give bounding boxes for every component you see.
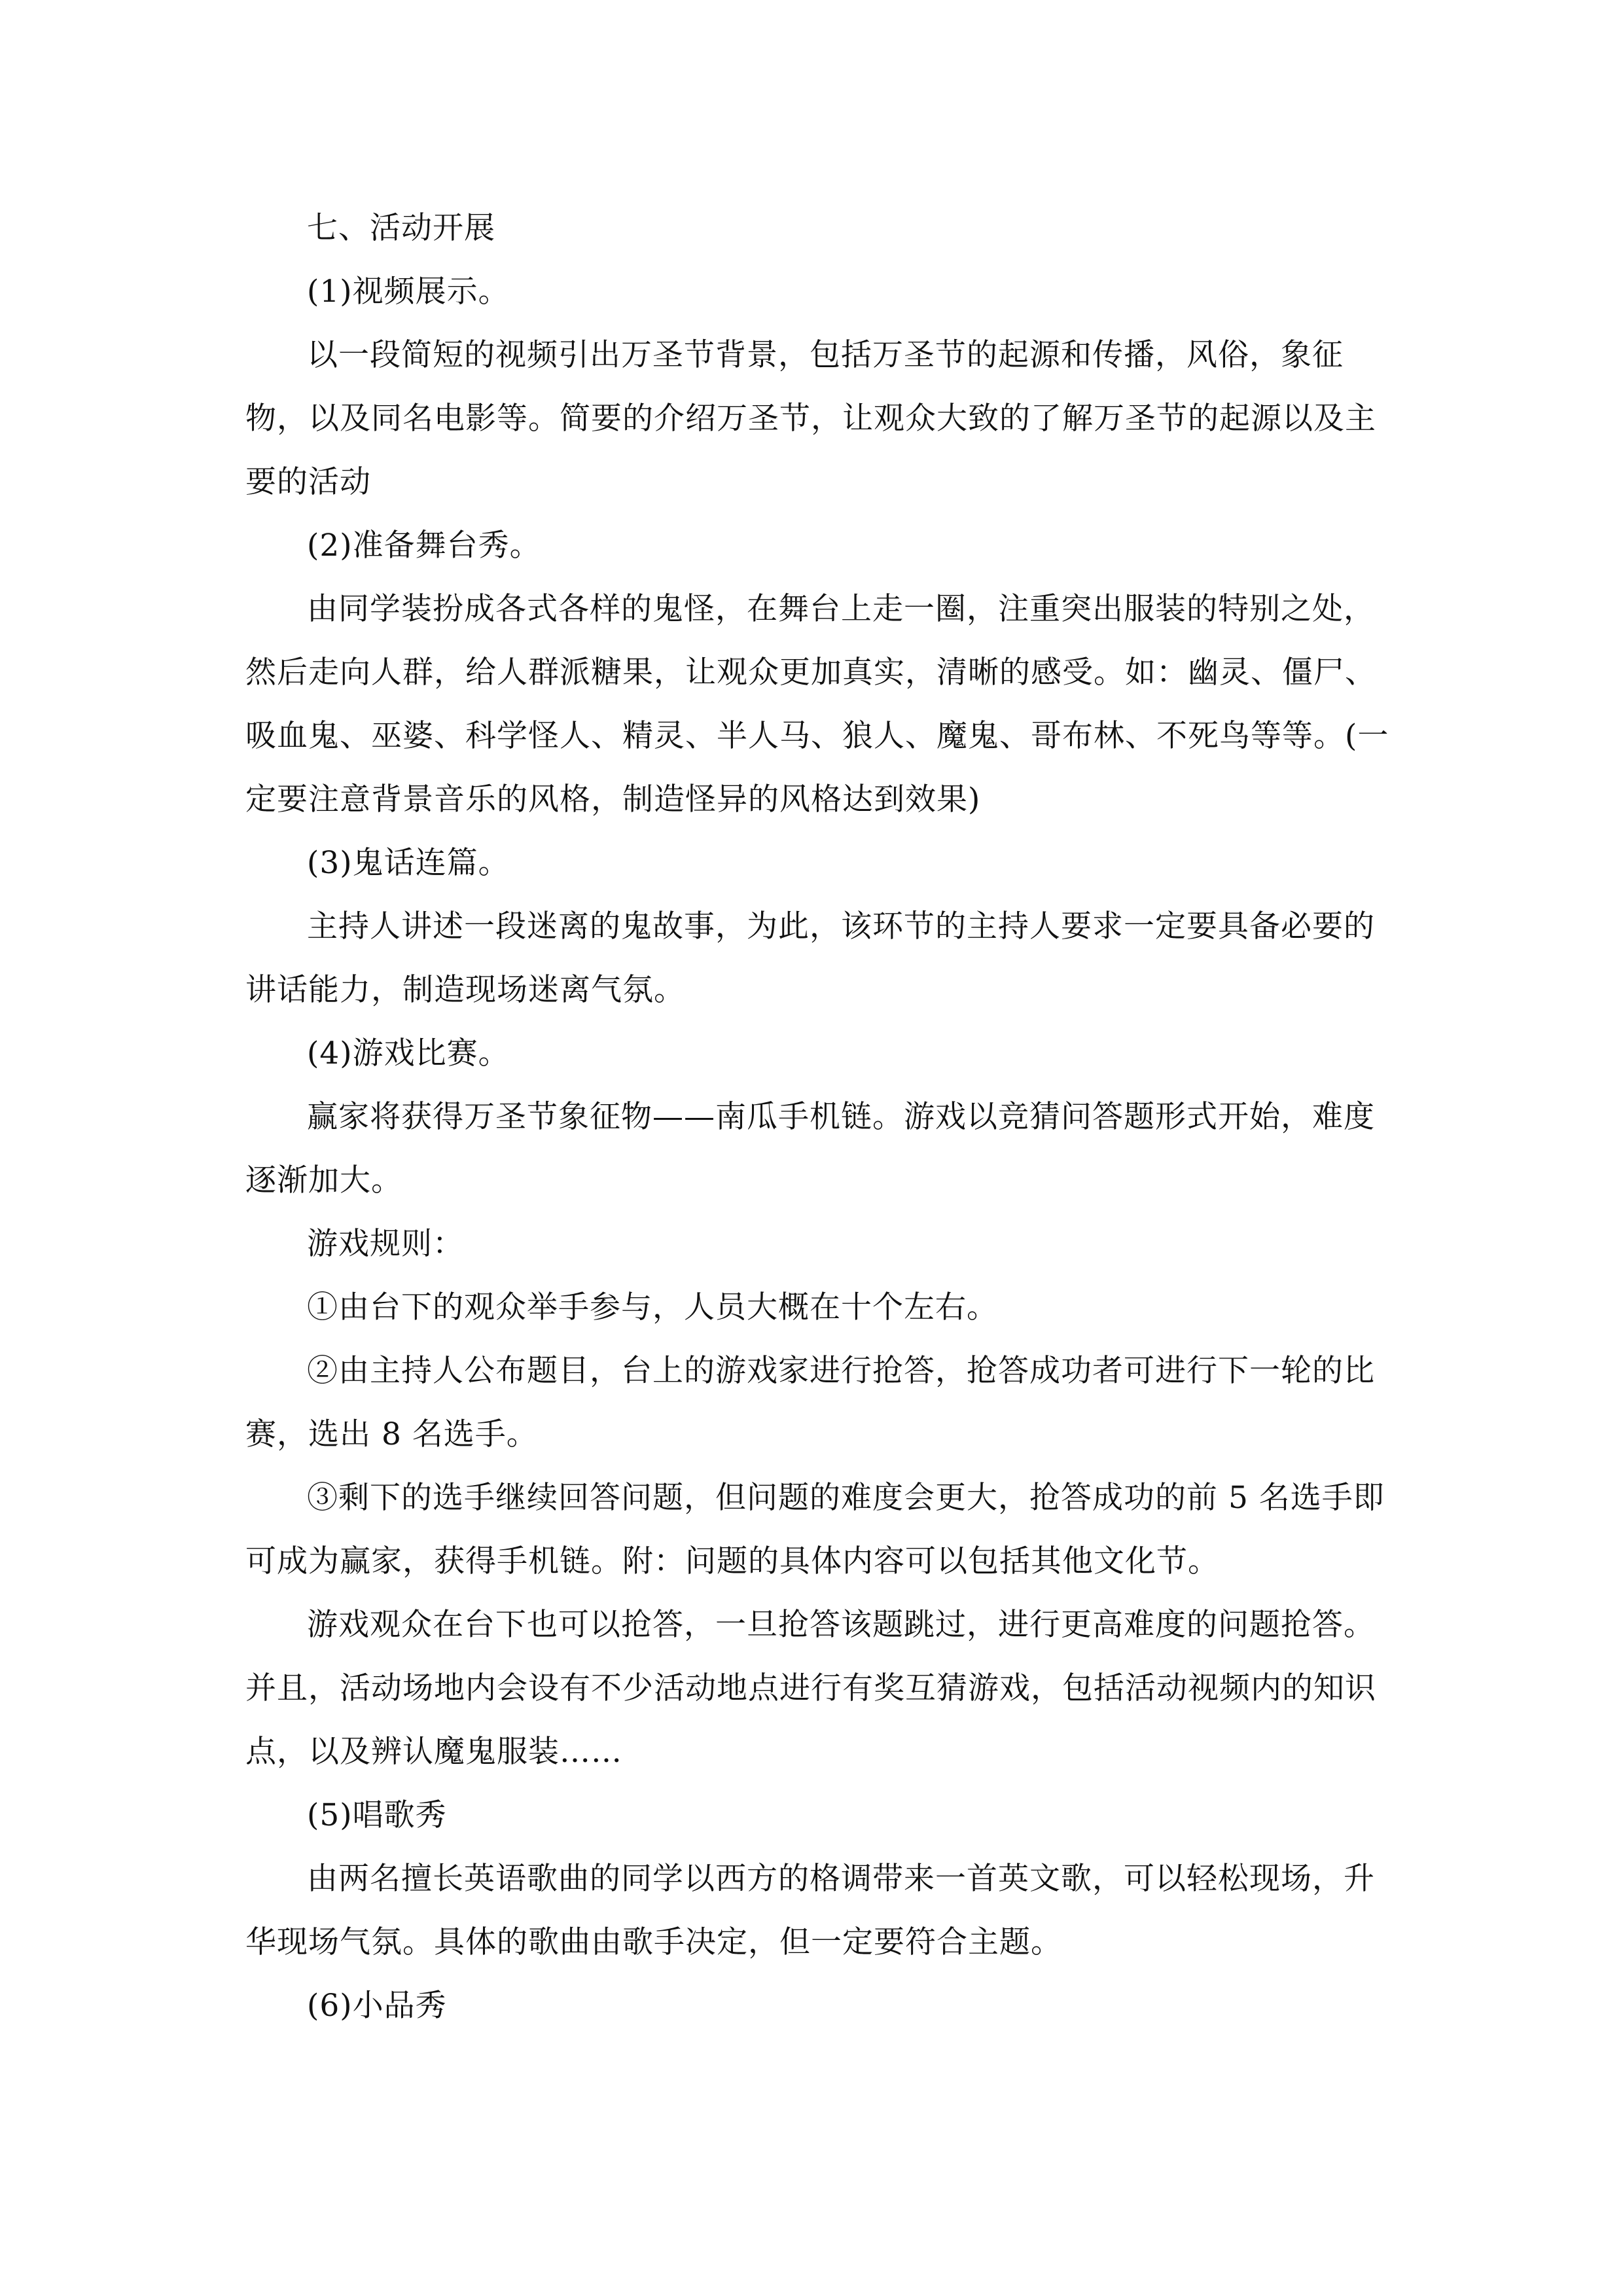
subheading-stage-show: (2)准备舞台秀。 — [307, 528, 541, 564]
subheading-singing: (5)唱歌秀 — [307, 1797, 447, 1833]
subheading-skit: (6)小品秀 — [307, 1988, 447, 2024]
section-heading: 七、活动开展 — [307, 210, 495, 246]
subheading-game: (4)游戏比赛。 — [307, 1035, 510, 1071]
document-body — [245, 196, 1397, 2037]
subheading-video: (1)视频展示。 — [307, 274, 510, 310]
paragraph-video: 以一段简短的视频引出万圣节背景，包括万圣节的起源和传播，风俗，象征物，以及同名电影等。简要的介绍万圣节，让观众大致的了解万圣节的起源以及主要的活动 — [245, 337, 1376, 500]
game-rules-heading: 游戏规则： — [307, 1226, 464, 1262]
paragraph-singing: 由两名擅长英语歌曲的同学以西方的格调带来一首英文歌，可以轻松现场，升华现场气氛。具体的歌曲由歌手决定，但一定要符合主题。 — [245, 1861, 1375, 1960]
subheading-ghost-stories: (3)鬼话连篇。 — [307, 845, 510, 881]
paragraph-stage-show: 由同学装扮成各式各样的鬼怪，在舞台上走一圈，注重突出服装的特别之处，然后走向人群，给人群派糖果，让观众更加真实，清晰的感受。如：幽灵、僵尸、吸血鬼、巫婆、科学怪人、精灵、半人马、狼人、魔鬼、哥布林、不死鸟等等。(一定要注意背景音乐的风格，制造怪异的风格达到效果) — [245, 591, 1389, 817]
paragraph-audience-answer: 游戏观众在台下也可以抢答，一旦抢答该题跳过，进行更高难度的问题抢答。并且，活动场地内会设有不少活动地点进行有奖互猜游戏，包括活动视频内的知识点，以及辨认魔鬼服装…… — [245, 1607, 1376, 1770]
game-rule-1: ①由台下的观众举手参与，人员大概在十个左右。 — [307, 1289, 998, 1325]
game-rule-2: ②由主持人公布题目，台上的游戏家进行抢答，抢答成功者可进行下一轮的比赛，选出 8 名选手。 — [245, 1353, 1375, 1452]
paragraph-game: 赢家将获得万圣节象征物——南瓜手机链。游戏以竞猜问答题形式开始，难度逐渐加大。 — [245, 1099, 1375, 1198]
paragraph-ghost-stories: 主持人讲述一段迷离的鬼故事，为此，该环节的主持人要求一定要具备必要的讲话能力，制造现场迷离气氛。 — [245, 908, 1375, 1008]
game-rule-3: ③剩下的选手继续回答问题，但问题的难度会更大，抢答成功的前 5 名选手即可成为赢家，获得手机链。附：问题的具体内容可以包括其他文化节。 — [245, 1480, 1385, 1579]
